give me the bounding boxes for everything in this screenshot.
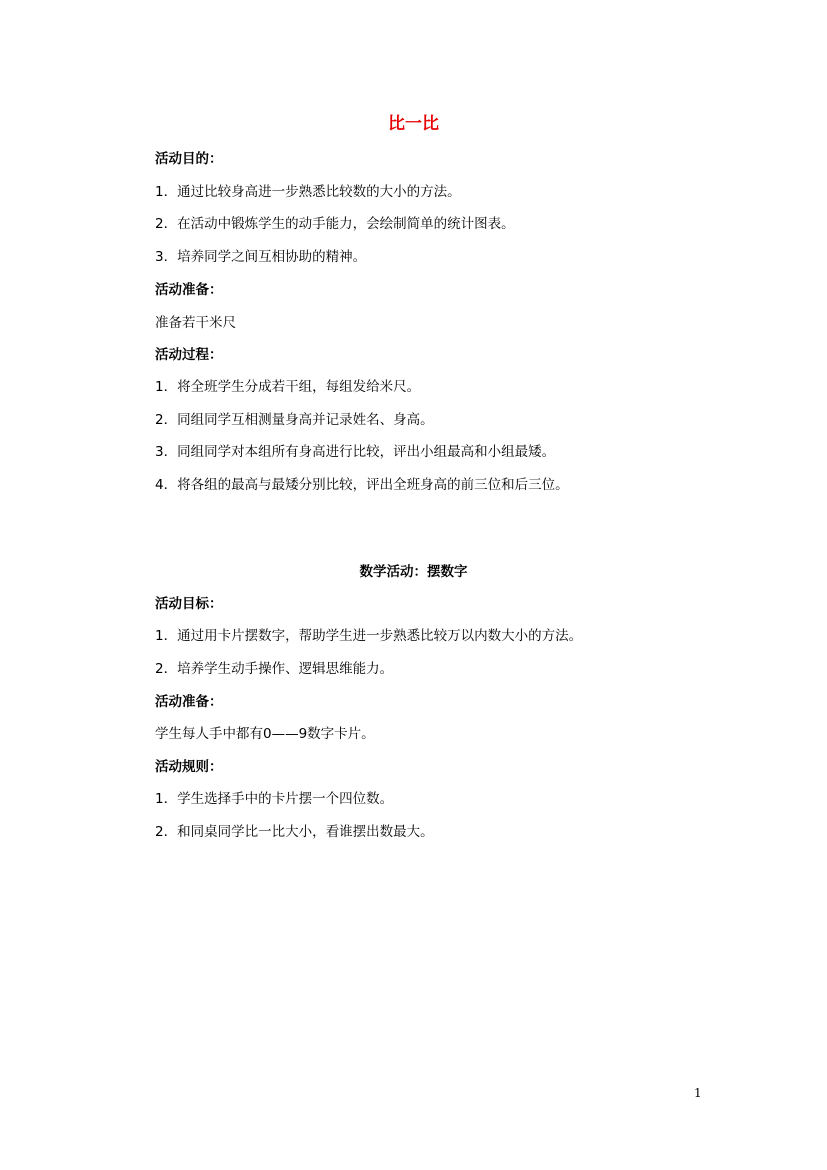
prep-text: 学生每人手中都有0——9数字卡片。 <box>155 726 375 742</box>
rules-heading: 活动规则： <box>155 759 223 775</box>
process-step: 1．将全班学生分成若干组，每组发给米尺。 <box>155 379 421 395</box>
goal-item: 1．通过用卡片摆数字，帮助学生进一步熟悉比较万以内数大小的方法。 <box>155 628 583 644</box>
process-heading: 活动过程： <box>155 347 223 363</box>
goal-heading: 活动目标： <box>155 596 223 612</box>
rule-item: 2．和同桌同学比一比大小，看谁摆出数最大。 <box>155 824 434 840</box>
prep-text: 准备若干米尺 <box>155 315 236 331</box>
goal-item: 2．培养学生动手操作、逻辑思维能力。 <box>155 661 394 677</box>
goal-item: 3．培养同学之间互相协助的精神。 <box>155 249 367 265</box>
goal-heading: 活动目的： <box>155 151 223 167</box>
goal-item: 2．在活动中锻炼学生的动手能力，会绘制简单的统计图表。 <box>155 216 515 232</box>
section-title: 数学活动：摆数字 <box>359 564 468 580</box>
goal-item: 1．通过比较身高进一步熟悉比较数的大小的方法。 <box>155 184 461 200</box>
prep-heading: 活动准备： <box>155 694 223 710</box>
prep-heading: 活动准备： <box>155 282 223 298</box>
page-title: 比一比 <box>388 114 439 134</box>
page-number: 1 <box>694 1086 702 1100</box>
process-step: 2．同组同学互相测量身高并记录姓名、身高。 <box>155 412 434 428</box>
process-step: 3．同组同学对本组所有身高进行比较，评出小组最高和小组最矮。 <box>155 444 556 460</box>
rule-item: 1．学生选择手中的卡片摆一个四位数。 <box>155 791 394 807</box>
process-step: 4．将各组的最高与最矮分别比较，评出全班身高的前三位和后三位。 <box>155 477 569 493</box>
